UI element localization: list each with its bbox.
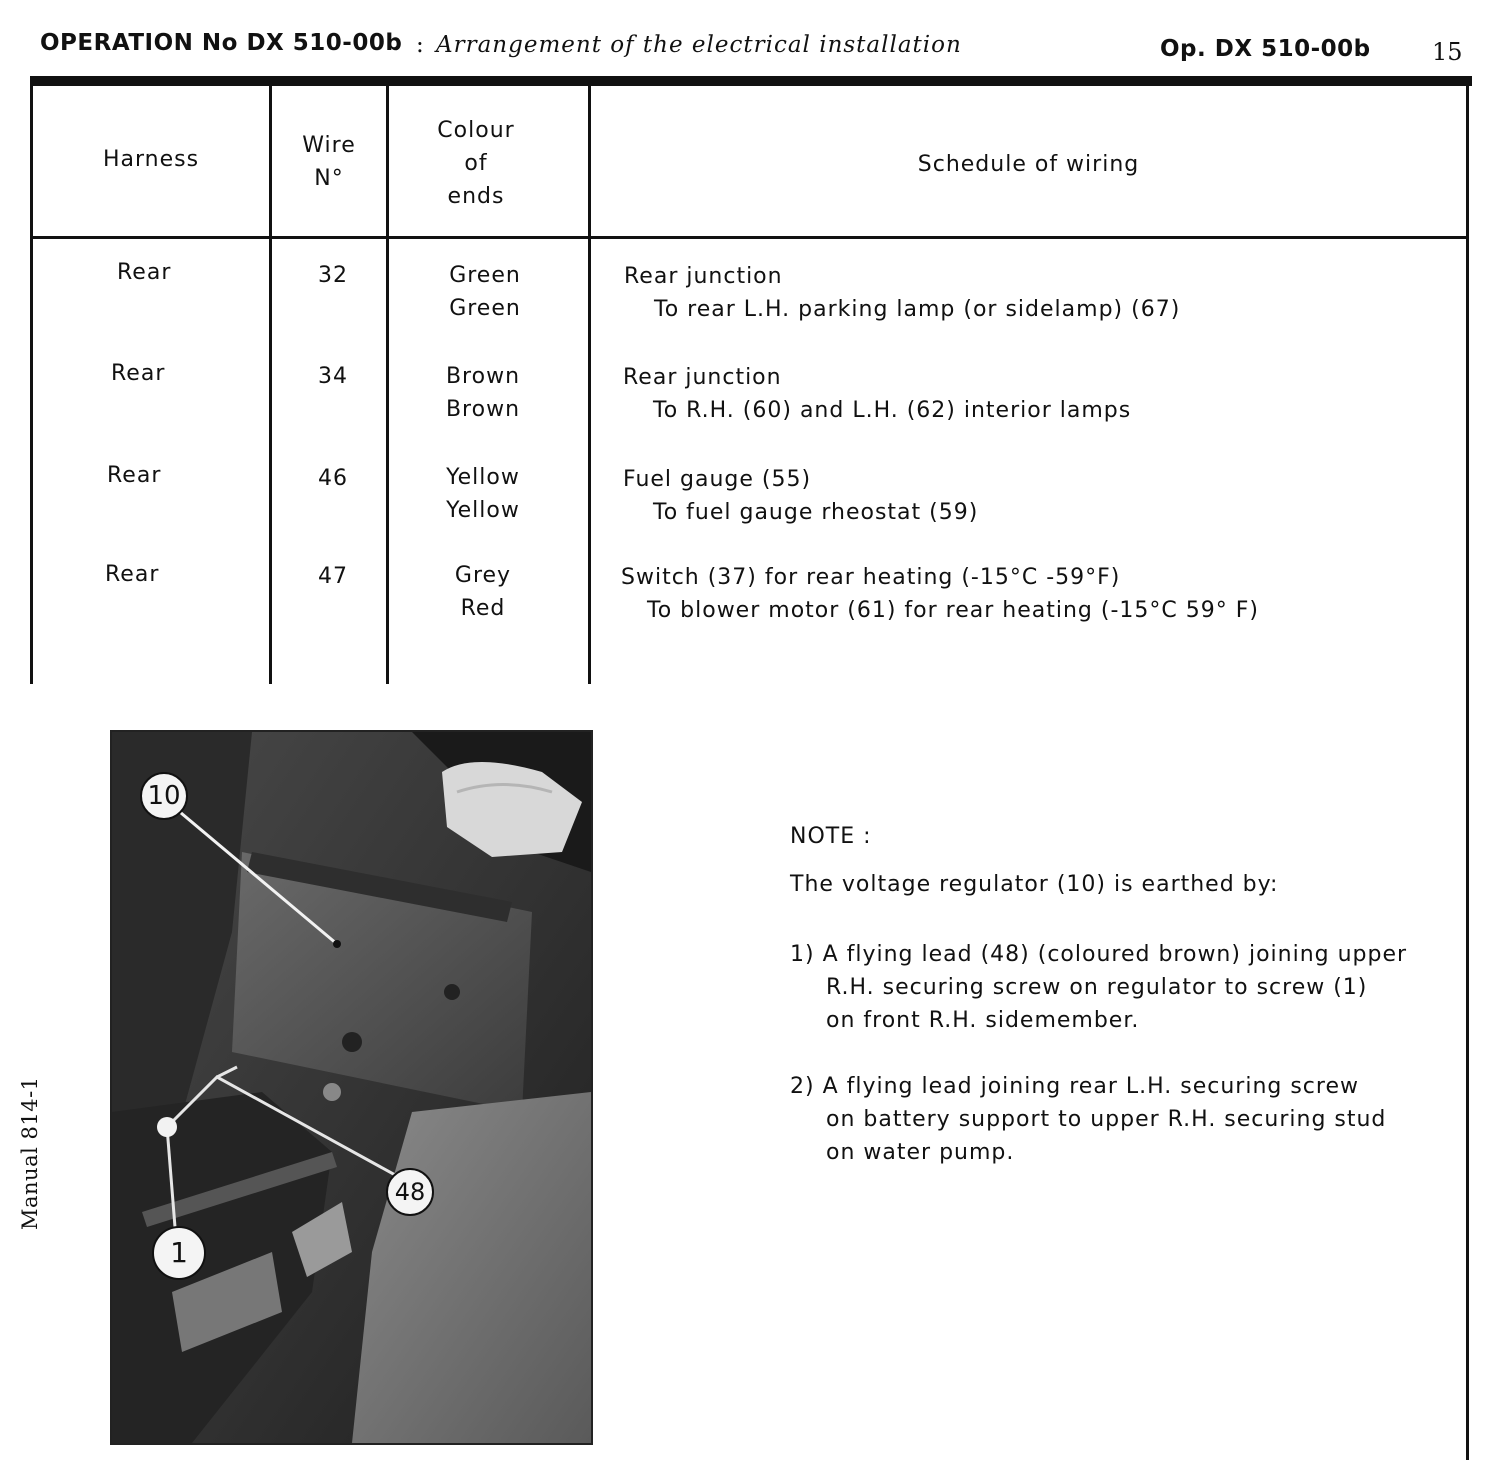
row2-colour-start: Brown [445,364,521,389]
header-colour [389,114,563,213]
row4-harness: Rear [105,562,160,587]
header-harness: Harness [102,147,200,172]
row1-schedule-from: Rear junction [624,264,783,289]
row1-colour-end: Green [449,296,521,321]
callout-48: 48 [386,1168,434,1216]
row4-schedule-from: Switch (37) for rear heating (-15°C -59°F) [621,565,1121,590]
note-item-2-line3: on water pump. [826,1140,1015,1165]
row2-colour-end: Brown [445,397,521,422]
page-number: 15 [1432,38,1463,66]
row3-schedule-to: To fuel gauge rheostat (59) [653,500,979,525]
row2-wire: 34 [318,364,348,389]
row3-colour-end: Yellow [446,498,520,523]
row1-wire: 32 [318,263,348,288]
row3-harness: Rear [107,463,162,488]
header-schedule: Schedule of wiring [917,152,1140,177]
regulator-photo-illustration [112,732,591,1443]
row3-colours [418,461,548,527]
note-item-1-line2: R.H. securing screw on regulator to screw (1) [826,975,1368,1000]
operation-reference: Op. DX 510-00b [1160,36,1371,62]
note-item-1-line3: on front R.H. sidemember. [826,1008,1140,1033]
header-colour-line3: ends [447,184,505,209]
title-separator: : [416,32,424,58]
note-item-2-line1: 2) A flying lead joining rear L.H. securing screw [790,1074,1359,1099]
header-wire-line1: Wire [302,133,356,158]
note-item-2 [790,1070,1386,1169]
row2-schedule [623,361,1131,427]
row4-wire: 47 [318,564,348,589]
page-right-border [1466,84,1469,1460]
header-wire [272,129,386,195]
note-item-2-line2: on battery support to upper R.H. securing stud [826,1107,1387,1132]
row4-schedule [621,561,1259,627]
note-title: NOTE : [790,824,872,849]
row3-schedule-from: Fuel gauge (55) [623,467,812,492]
table-header-rule [30,236,1469,239]
manual-reference: Manual 814-1 [18,1076,42,1230]
row2-schedule-from: Rear junction [623,365,782,390]
note-intro: The voltage regulator (10) is earthed by: [790,872,1279,897]
row3-colour-start: Yellow [446,465,520,490]
header-colour-line2: of [464,151,488,176]
operation-subtitle: Arrangement of the electrical installation [436,32,962,58]
row1-colours [420,259,550,325]
row3-wire: 46 [318,466,348,491]
regulator-photo [110,730,593,1445]
row1-schedule [624,260,1180,326]
header-colour-line1: Colour [437,118,515,143]
row3-schedule [623,463,978,529]
row4-colours [418,559,548,625]
note-item-1-line1: 1) A flying lead (48) (coloured brown) joining upper [790,942,1408,967]
row4-schedule-to: To blower motor (61) for rear heating (-15°C 59° F) [647,598,1259,623]
callout-10: 10 [140,772,188,820]
row1-colour-start: Green [449,263,521,288]
operation-title: OPERATION No DX 510-00b [40,30,403,56]
row1-schedule-to: To rear L.H. parking lamp (or sidelamp) (67) [654,297,1181,322]
table-top-rule [30,76,1472,86]
header-wire-line2: N° [314,166,344,191]
note-item-1 [790,938,1407,1037]
row2-colours [418,360,548,426]
row4-colour-end: Red [460,596,506,621]
row2-schedule-to: To R.H. (60) and L.H. (62) interior lamps [653,398,1132,423]
callout-1: 1 [152,1226,206,1280]
row4-colour-start: Grey [454,563,512,588]
row2-harness: Rear [111,361,166,386]
row1-harness: Rear [117,260,172,285]
